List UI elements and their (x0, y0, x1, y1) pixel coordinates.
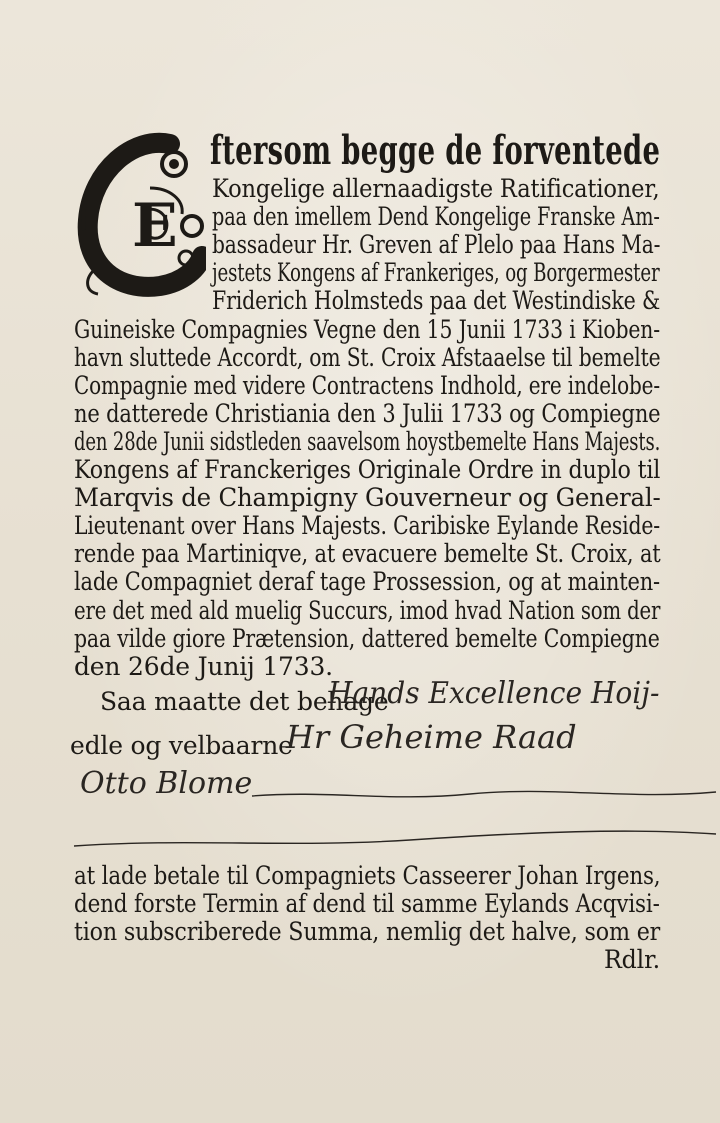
body-line: den 28de Junii sidstleden saavelsom hoystbemelte Hans Majests. (74, 426, 661, 456)
closing-end: Rdlr. (604, 945, 660, 974)
handwritten-name: Otto Blome (80, 766, 253, 801)
body-line: paa vilde giore Prætension, dattered bemelte Compiegne (74, 623, 660, 653)
edle-line: edle og velbaarne (70, 731, 293, 760)
body-line: Lieutenant over Hans Majests. Caribiske Eylande Reside- (74, 511, 661, 541)
closing-line: at lade betale til Compagniets Casseerer Johan Irgens, (74, 861, 661, 890)
drop-cap-letter: E (132, 191, 178, 261)
body-line: bassadeur Hr. Greven af Plelo paa Hans Ma- (212, 230, 661, 260)
heading-line: ftersom begge de forventede (210, 127, 661, 174)
body-line: paa den imellem Dend Kongelige Franske Am- (212, 202, 660, 232)
handwritten-flourish-line (250, 780, 720, 820)
body-line: Guineiske Compagnies Vegne den 15 Junii 1733 i Kioben- (74, 314, 660, 344)
body-line: Marqvis de Champigny Gouverneur og General- (74, 483, 661, 513)
body-line: rende paa Martiniqve, at evacuere bemelte St. Croix, at (74, 539, 661, 569)
ornamental-drop-cap (74, 130, 206, 298)
handwritten-excellence: Hands Excellence Hoij- (328, 676, 660, 711)
body-line: jestets Kongens af Frankeriges, og Borgermester (212, 258, 660, 288)
handwritten-closing-line (70, 818, 720, 858)
body-line: Friderich Holmsteds paa det Westindiske & (212, 286, 661, 316)
body-line: ne datterede Christiania den 3 Julii 1733 og Compiegne (74, 398, 661, 428)
closing-line: tion subscriberede Summa, nemlig det halve, som er (74, 917, 661, 946)
body-line: Kongelige allernaadigste Ratificationer, (212, 174, 660, 203)
body-line: lade Compagniet deraf tage Prossession, og at mainten- (74, 567, 660, 597)
saa-line: Saa maatte det behage (100, 687, 389, 716)
body-line: den 26de Junij 1733. (74, 651, 333, 681)
body-line: ere det med ald muelig Succurs, imod hvad Nation som der (74, 595, 661, 625)
body-line: Compagnie med videre Contractens Indhold, ere indelobe- (74, 370, 660, 400)
closing-line: dend forste Termin af dend til samme Eylands Acqvisi- (74, 889, 660, 918)
body-line: Kongens af Franckeriges Originale Ordre in duplo til (74, 455, 661, 484)
handwritten-geheime-raad: Hr Geheime Raad (286, 718, 577, 756)
body-line: havn sluttede Accordt, om St. Croix Afstaaelse til bemelte (74, 342, 661, 372)
